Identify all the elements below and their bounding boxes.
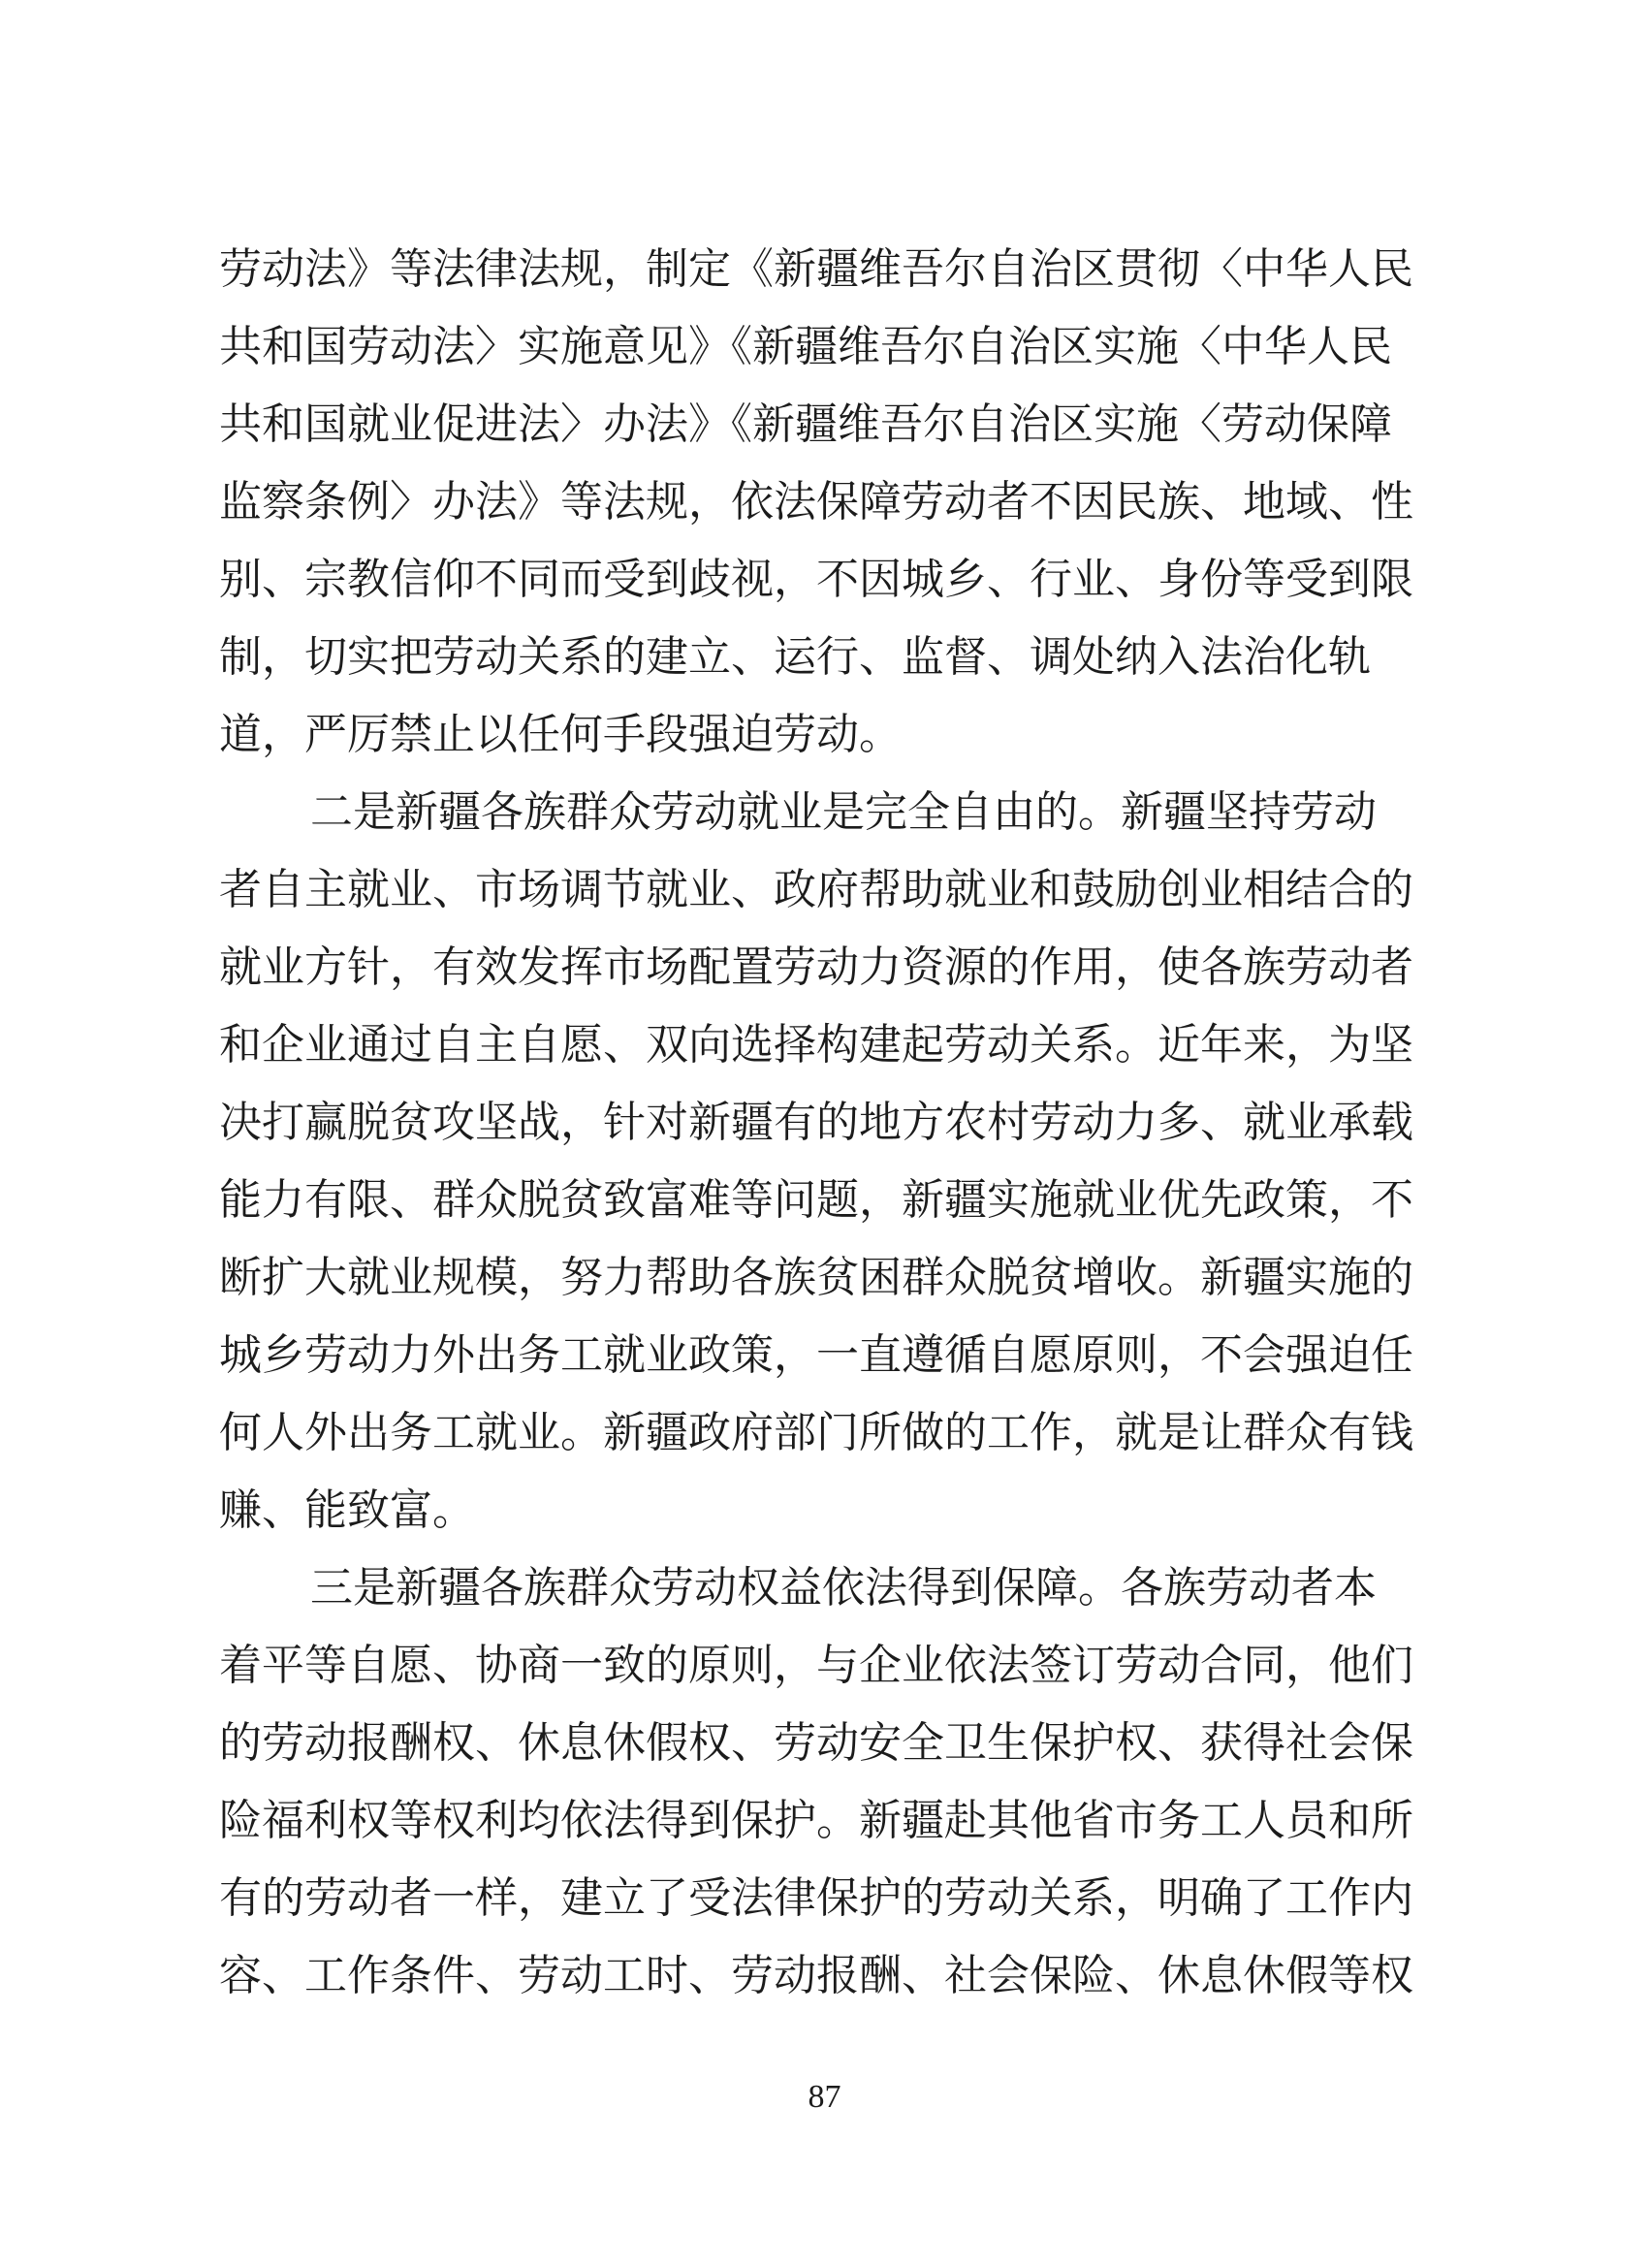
text-line: 决打赢脱贫攻坚战，针对新疆有的地方农村劳动力多、就业承载 <box>219 1098 1413 1147</box>
text-line: 制，切实把劳动关系的建立、运行、监督、调处纳入法治化轨 <box>219 632 1371 682</box>
text-line: 共和国就业促进法〉办法》《新疆维吾尔自治区实施〈劳动保障 <box>219 399 1392 449</box>
text-line: 劳动法》等法律法规，制定《新疆维吾尔自治区贯彻〈中华人民 <box>219 244 1413 294</box>
text-line: 道，严厉禁止以任何手段强迫劳动。 <box>219 710 902 759</box>
paragraph-first-line: 二是新疆各族群众劳动就业是完全自由的。新疆坚持劳动 <box>310 787 1377 837</box>
text-line: 者自主就业、市场调节就业、政府帮助就业和鼓励创业相结合的 <box>219 865 1413 914</box>
text-line: 的劳动报酬权、休息休假权、劳动安全卫生保护权、获得社会保 <box>219 1718 1413 1768</box>
text-line: 能力有限、群众脱贫致富难等问题，新疆实施就业优先政策，不 <box>219 1175 1413 1225</box>
paragraph-first-line: 三是新疆各族群众劳动权益依法得到保障。各族劳动者本 <box>310 1563 1377 1613</box>
text-line: 就业方针，有效发挥市场配置劳动力资源的作用，使各族劳动者 <box>219 942 1413 992</box>
text-line: 和企业通过自主自愿、双向选择构建起劳动关系。近年来，为坚 <box>219 1020 1413 1070</box>
text-line: 共和国劳动法〉实施意见》《新疆维吾尔自治区实施〈中华人民 <box>219 322 1392 371</box>
text-line: 赚、能致富。 <box>219 1485 475 1535</box>
text-line: 监察条例〉办法》等法规，依法保障劳动者不因民族、地域、性 <box>219 477 1413 527</box>
text-line: 断扩大就业规模，努力帮助各族贫困群众脱贫增收。新疆实施的 <box>219 1253 1413 1302</box>
page-number: 87 <box>808 2079 841 2115</box>
text-line: 何人外出务工就业。新疆政府部门所做的工作，就是让群众有钱 <box>219 1408 1413 1457</box>
text-line: 有的劳动者一样，建立了受法律保护的劳动关系，明确了工作内 <box>219 1873 1413 1923</box>
text-line: 别、宗教信仰不同而受到歧视，不因城乡、行业、身份等受到限 <box>219 555 1413 604</box>
body-text <box>219 231 1441 2015</box>
text-line: 险福利权等权利均依法得到保护。新疆赴其他省市务工人员和所 <box>219 1796 1413 1845</box>
text-line: 容、工作条件、劳动工时、劳动报酬、社会保险、休息休假等权 <box>219 1951 1413 2000</box>
text-line: 城乡劳动力外出务工就业政策，一直遵循自愿原则，不会强迫任 <box>219 1330 1413 1380</box>
text-line: 着平等自愿、协商一致的原则，与企业依法签订劳动合同，他们 <box>219 1641 1413 1690</box>
